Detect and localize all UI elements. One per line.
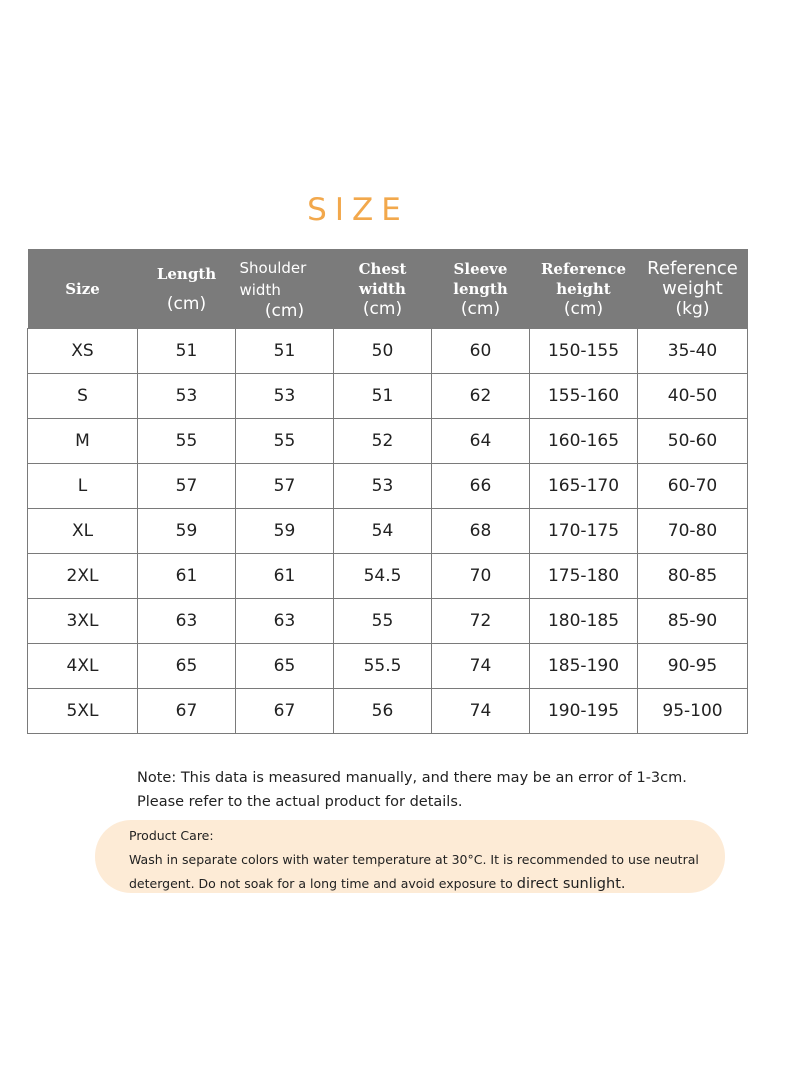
table-header-row [28, 249, 748, 329]
care-text-line: Wash in separate colors with water temperature at 30°C. It is recommended to use neutral [129, 852, 699, 867]
cell-reference-weight: 35-40 [638, 329, 748, 374]
cell-sleeve-length: 62 [432, 374, 530, 419]
table-row [28, 554, 748, 599]
cell-size: S [28, 374, 138, 419]
cell-length: 51 [138, 329, 236, 374]
page-title: SIZE [307, 192, 409, 228]
cell-shoulder-width: 51 [236, 329, 334, 374]
cell-reference-height: 165-170 [530, 464, 638, 509]
cell-chest-width: 56 [334, 689, 432, 734]
cell-length: 59 [138, 509, 236, 554]
cell-sleeve-length: 64 [432, 419, 530, 464]
cell-reference-height: 155-160 [530, 374, 638, 419]
cell-length: 55 [138, 419, 236, 464]
cell-reference-weight: 95-100 [638, 689, 748, 734]
care-heading: Product Care: [129, 828, 214, 843]
cell-sleeve-length: 60 [432, 329, 530, 374]
cell-chest-width: 54.5 [334, 554, 432, 599]
cell-reference-height: 180-185 [530, 599, 638, 644]
cell-length: 57 [138, 464, 236, 509]
cell-shoulder-width: 65 [236, 644, 334, 689]
care-text-emphasis: direct sunlight. [516, 876, 626, 892]
cell-chest-width: 54 [334, 509, 432, 554]
cell-length: 65 [138, 644, 236, 689]
cell-sleeve-length: 70 [432, 554, 530, 599]
cell-sleeve-length: 66 [432, 464, 530, 509]
cell-shoulder-width: 63 [236, 599, 334, 644]
size-chart-table [27, 249, 748, 734]
table-row [28, 644, 748, 689]
cell-size: 5XL [28, 689, 138, 734]
cell-sleeve-length: 74 [432, 644, 530, 689]
measurement-note [137, 766, 757, 814]
cell-shoulder-width: 57 [236, 464, 334, 509]
cell-reference-height: 170-175 [530, 509, 638, 554]
cell-size: 3XL [28, 599, 138, 644]
header-chest-width: Chest width (cm) [334, 249, 432, 329]
cell-reference-height: 175-180 [530, 554, 638, 599]
cell-chest-width: 55.5 [334, 644, 432, 689]
cell-length: 67 [138, 689, 236, 734]
cell-size: XL [28, 509, 138, 554]
table-row [28, 374, 748, 419]
header-reference-weight: Reference weight (kg) [638, 249, 748, 329]
cell-shoulder-width: 61 [236, 554, 334, 599]
cell-reference-weight: 60-70 [638, 464, 748, 509]
table-body [28, 329, 748, 734]
product-care-box [95, 820, 725, 893]
cell-chest-width: 51 [334, 374, 432, 419]
cell-reference-height: 190-195 [530, 689, 638, 734]
cell-reference-weight: 85-90 [638, 599, 748, 644]
note-line: Please refer to the actual product for details. [137, 794, 463, 810]
cell-length: 61 [138, 554, 236, 599]
cell-shoulder-width: 53 [236, 374, 334, 419]
cell-reference-height: 150-155 [530, 329, 638, 374]
cell-size: 4XL [28, 644, 138, 689]
table-row [28, 689, 748, 734]
cell-reference-height: 185-190 [530, 644, 638, 689]
cell-reference-weight: 70-80 [638, 509, 748, 554]
header-shoulder-width: Shoulder width (cm) [236, 249, 334, 329]
cell-shoulder-width: 59 [236, 509, 334, 554]
cell-length: 53 [138, 374, 236, 419]
cell-size: 2XL [28, 554, 138, 599]
cell-chest-width: 55 [334, 599, 432, 644]
cell-shoulder-width: 67 [236, 689, 334, 734]
note-line: Note: This data is measured manually, and there may be an error of 1-3cm. [137, 770, 687, 786]
cell-size: XS [28, 329, 138, 374]
cell-chest-width: 50 [334, 329, 432, 374]
cell-chest-width: 52 [334, 419, 432, 464]
cell-reference-weight: 40-50 [638, 374, 748, 419]
header-size: Size [28, 249, 138, 329]
cell-sleeve-length: 72 [432, 599, 530, 644]
cell-reference-weight: 80-85 [638, 554, 748, 599]
table-row [28, 329, 748, 374]
cell-reference-weight: 90-95 [638, 644, 748, 689]
cell-chest-width: 53 [334, 464, 432, 509]
table-row [28, 599, 748, 644]
cell-size: L [28, 464, 138, 509]
cell-sleeve-length: 68 [432, 509, 530, 554]
header-sleeve-length: Sleeve length (cm) [432, 249, 530, 329]
care-text-start: detergent. Do not soak for a long time and avoid exposure to [129, 876, 513, 891]
cell-sleeve-length: 74 [432, 689, 530, 734]
cell-shoulder-width: 55 [236, 419, 334, 464]
cell-reference-weight: 50-60 [638, 419, 748, 464]
table-row [28, 509, 748, 554]
cell-length: 63 [138, 599, 236, 644]
table-row [28, 419, 748, 464]
header-length: Length (cm) [138, 249, 236, 329]
header-reference-height: Reference height (cm) [530, 249, 638, 329]
cell-reference-height: 160-165 [530, 419, 638, 464]
cell-size: M [28, 419, 138, 464]
care-text-line [129, 872, 705, 896]
table-row [28, 464, 748, 509]
